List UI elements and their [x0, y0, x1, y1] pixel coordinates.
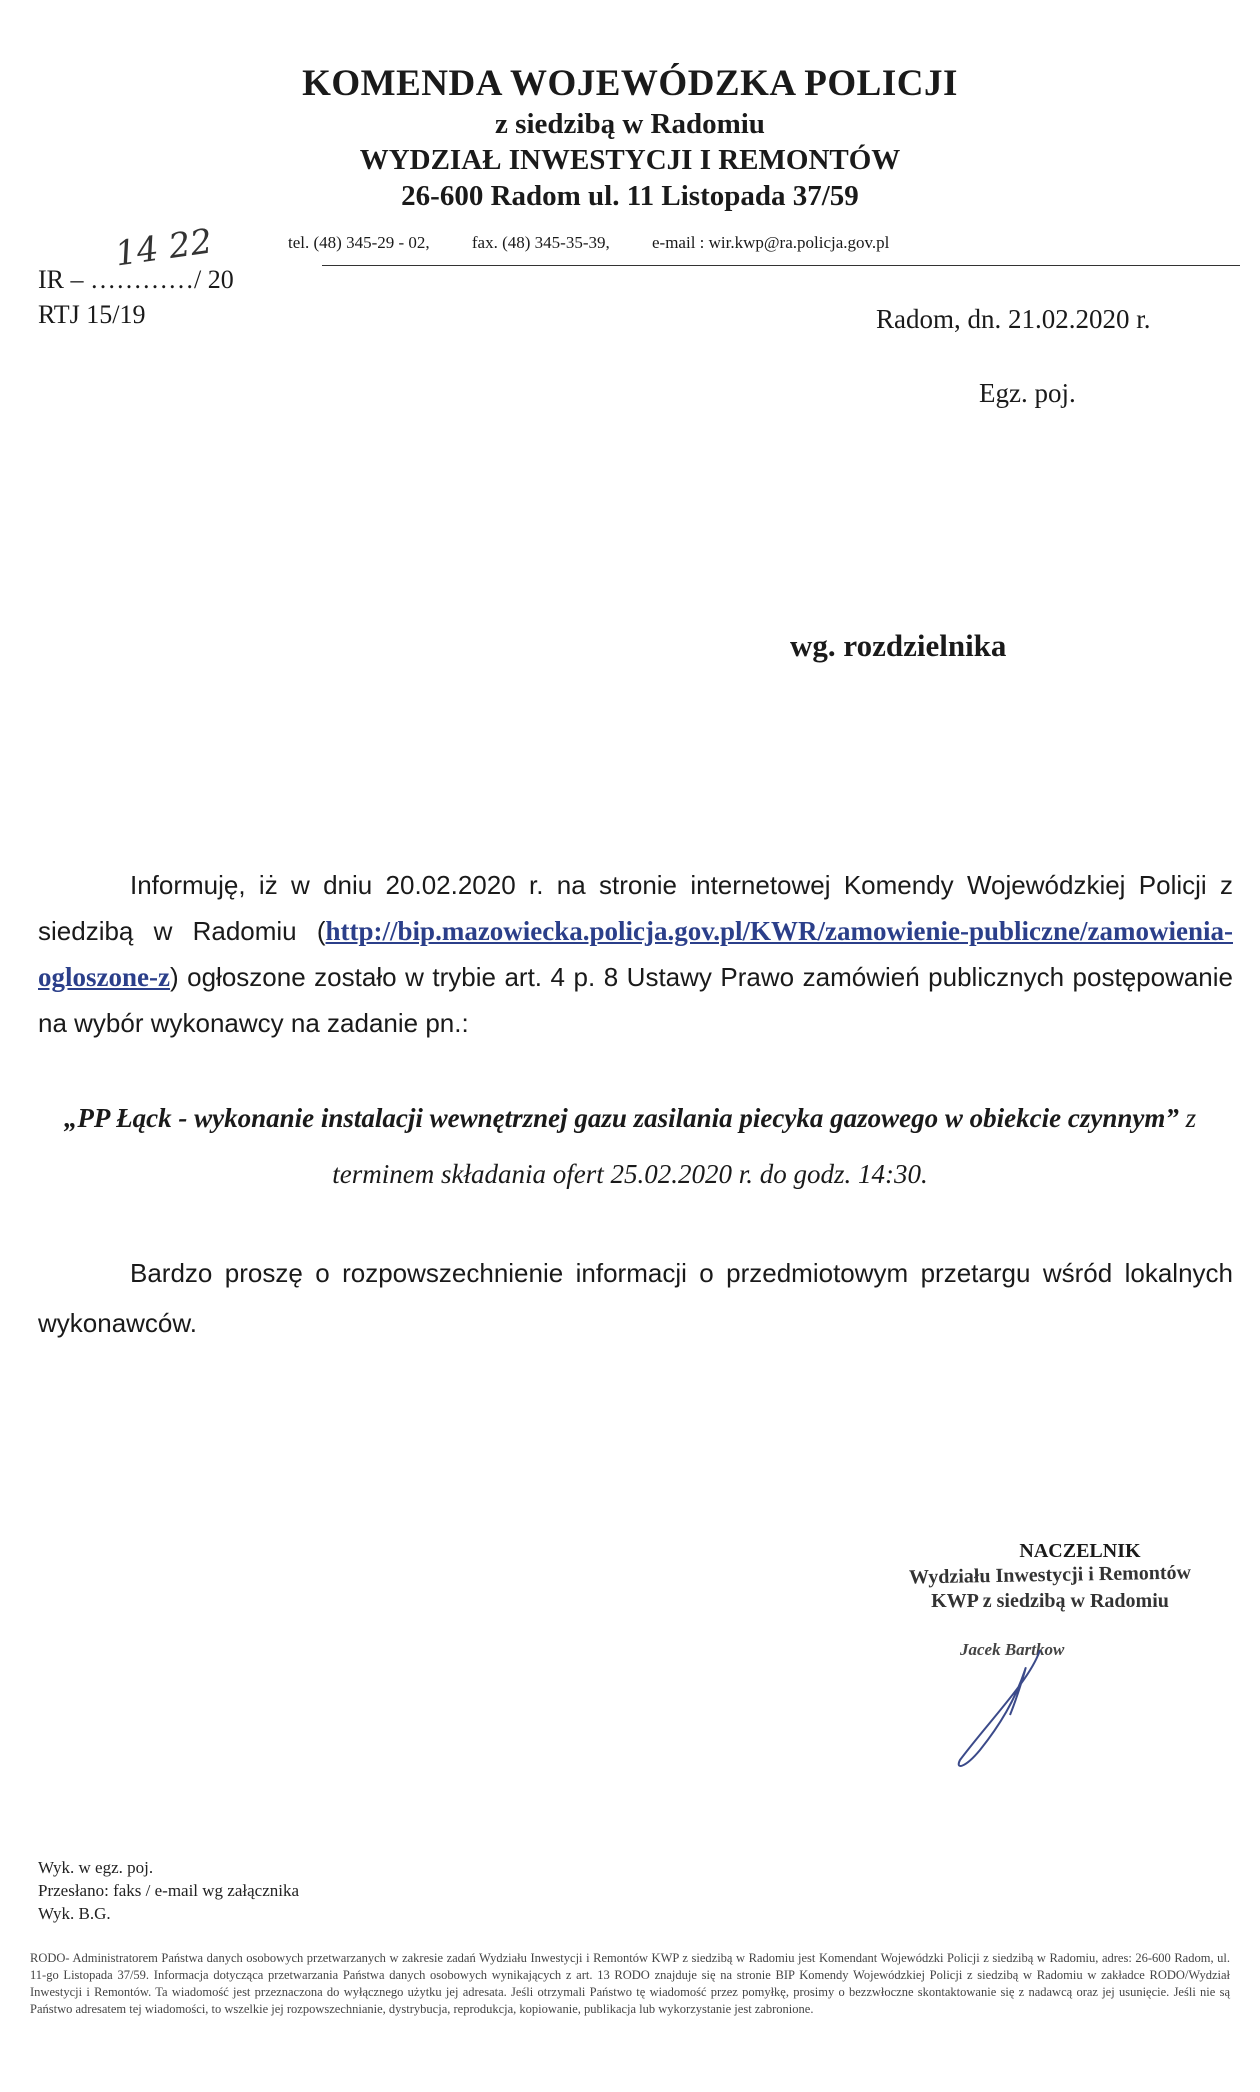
bip-link[interactable]: http://bip.mazowiecka.policja.gov.pl/KWR/zamowienie-publiczne/zamowienia-ogloszone-z: [38, 916, 1233, 992]
header-divider: [322, 265, 1240, 266]
signature-seat: KWP z siedzibą w Radomiu: [931, 1590, 1169, 1612]
contact-line: [288, 233, 927, 253]
document-date: Radom, dn. 21.02.2020 r.: [876, 304, 1151, 334]
header-institution: KOMENDA WOJEWÓDZKA POLICJI: [302, 63, 958, 104]
copy-note: Egz. poj.: [979, 378, 1076, 408]
task-deadline: z terminem składania ofert 25.02.2020 r. do godz. 14:30.: [332, 1103, 1197, 1189]
reference-rtj: RTJ 15/19: [38, 300, 146, 329]
handwritten-signature-icon: [920, 1630, 1080, 1780]
rodo-notice: RODO- Administratorem Państwa danych osobowych przetwarzanych w zakresie zadań Wydziału Inwestycji i Remontów KWP z siedzibą w Radomiu jest Komendant Wojewódzki Policji z siedzibą w Radomiu, adres: 26-600 Radom, ul. 11-go Listopada 37/59. Informacja dotycząca przetwarzania Państwa danych osobowych wynikających z art. 13 RODO znajduje się na stronie BIP Komendy Wojewódzkiej Policji z siedzibą w Radomiu w zakładce RODO/Wydział Inwestycji i Remontów. Ta wiadomość jest przeznaczona do wyłącznego użytku jej adresata. Jeśli otrzymali Państwo tę wiadomość przez pomyłkę, prosimy o bezzwłoczne skontaktowanie się z nadawcą oraz jej usunięcie. Jeśli nie są Państwo adresatem tej wiadomości, to wszelkie jej rozpowszechnianie, dystrybucja, reprodukcja, kopiowanie, publikacja lub wykorzystanie jest zabronione.: [30, 1951, 1230, 2016]
header-seat: z siedzibą w Radomiu: [495, 108, 765, 140]
task-description: [0, 1090, 1260, 1202]
phone-number: tel. (48) 345-29 - 02,: [288, 233, 430, 252]
header-address: 26-600 Radom ul. 11 Listopada 37/59: [401, 180, 859, 212]
fax-number: fax. (48) 345-35-39,: [471, 233, 610, 252]
signature-department: Wydziału Inwestycji i Remontów: [908, 1561, 1192, 1589]
signature-title: NACZELNIK: [1019, 1540, 1141, 1562]
p1-start: Informuję, iż w dniu 20.02.2020 r. na stronie internetowej Komendy Wojewódzkiej Policji z siedzibą w Radomiu (: [38, 870, 1233, 946]
reference-ir-handwritten: 14 22: [112, 221, 215, 275]
footer-sent: Przesłano: faks / e-mail wg załącznika: [38, 1881, 300, 1900]
signature-name-stamp: Jacek Bartkow: [960, 1640, 1065, 1659]
p2-text: Bardzo proszę o rozpowszechnienie informacji o przedmiotowym przetargu wśród lokalnych wykonawców.: [38, 1258, 1233, 1338]
p1-end: ) ogłoszone zostało w trybie art. 4 p. 8 Ustawy Prawo zamówień publicznych postępowanie na wybór wykonawcy na zadanie pn.:: [38, 962, 1233, 1038]
footer-copies: Wyk. w egz. poj.: [38, 1858, 154, 1877]
header-department: WYDZIAŁ INWESTYCJI I REMONTÓW: [359, 144, 901, 176]
task-title: „PP Łąck - wykonanie instalacji wewnętrznej gazu zasilania piecyka gazowego w obiekcie czynnym”: [63, 1103, 1179, 1133]
body-paragraph-2: [38, 1248, 1233, 1348]
email-address: e-mail : wir.kwp@ra.policja.gov.pl: [652, 233, 890, 252]
recipient: wg. rozdzielnika: [790, 628, 1007, 663]
reference-ir: IR – …………/ 20: [38, 265, 234, 294]
footer-author: Wyk. B.G.: [38, 1904, 111, 1923]
body-paragraph-1: [38, 862, 1233, 1046]
